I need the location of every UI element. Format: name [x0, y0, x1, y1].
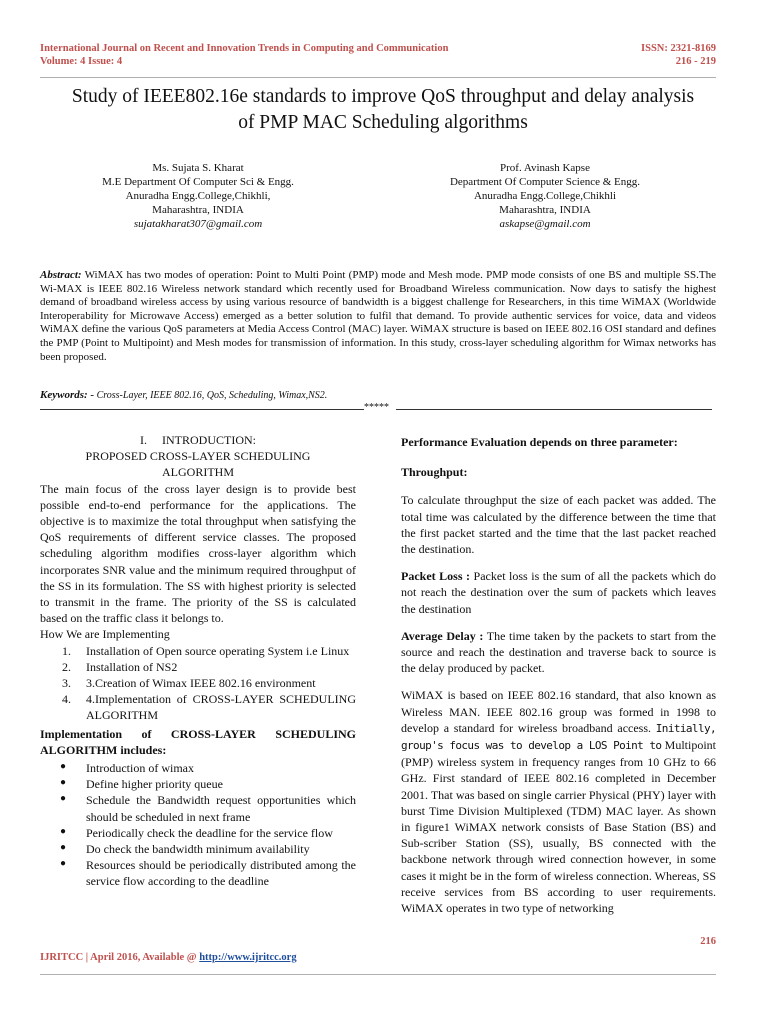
- bullet-icon: ●: [60, 858, 67, 870]
- paper-title: [40, 84, 726, 136]
- section-number: I.: [140, 433, 147, 447]
- section-title: INTRODUCTION:: [162, 433, 256, 447]
- right-column: [401, 434, 716, 916]
- packet-loss-label: Packet Loss :: [401, 569, 471, 584]
- list-item: [40, 675, 356, 691]
- author-2: [395, 161, 695, 231]
- separator-stars: *****: [364, 402, 389, 413]
- list-item: [40, 643, 356, 659]
- title-line-1: Study of IEEE802.16e standards to improve QoS throughput and delay analysis: [71, 86, 695, 107]
- bullet-icon: ●: [60, 761, 67, 773]
- list-item: [40, 841, 356, 857]
- how-implementing: How We are Implementing: [40, 627, 170, 642]
- bullet-icon: ●: [60, 793, 67, 805]
- issn: ISSN: 2321-8169: [641, 43, 716, 54]
- header-rule: [40, 77, 716, 78]
- throughput-paragraph: To calculate throughput the size of each packet was added. The total time was calculated by the difference between the time that the first packet started and the time that the last packet reached the destination.: [401, 493, 716, 557]
- author-college: Anuradha Engg.College,Chikhli: [473, 190, 617, 202]
- left-column: [40, 432, 356, 890]
- journal-name: International Journal on Recent and Innovation Trends in Computing and Communication: [40, 43, 449, 54]
- author-email[interactable]: sujatakharat307@gmail.com: [133, 218, 263, 230]
- implementation-heading: Implementation of CROSS-LAYER SCHEDULING ALGORITHM includes:: [40, 726, 356, 757]
- item-text: Introduction of wimax: [86, 761, 194, 776]
- page-number: 216: [700, 936, 716, 947]
- item-number: 3.: [62, 676, 71, 691]
- item-number: 4.: [62, 692, 71, 707]
- item-text: Do check the bandwidth minimum availability: [86, 842, 310, 857]
- throughput-heading: Throughput:: [401, 465, 468, 480]
- average-delay-paragraph: [401, 628, 716, 677]
- separator-line-right: [396, 409, 712, 410]
- item-text: Schedule the Bandwidth request opportunities which should be scheduled in next frame: [86, 793, 356, 824]
- wimax-text-b: Initially, group's focus was to develop a LOS Point to: [401, 721, 717, 753]
- abstract: [40, 269, 716, 364]
- title-line-2: of PMP MAC Scheduling algorithms: [238, 112, 528, 133]
- item-text: 4.Implementation of CROSS-LAYER SCHEDULING ALGORITHM: [86, 692, 356, 723]
- page-range: 216 - 219: [675, 56, 716, 67]
- wimax-paragraph: [401, 687, 716, 916]
- subsection-line-2: ALGORITHM: [162, 465, 234, 480]
- section-heading: [40, 432, 356, 448]
- item-text: Define higher priority queue: [86, 777, 223, 792]
- item-number: 1.: [62, 643, 71, 658]
- item-text: Resources should be periodically distributed among the service flow according to the deadline: [86, 858, 356, 889]
- average-delay-label: Average Delay :: [401, 628, 484, 643]
- packet-loss-paragraph: [401, 568, 716, 617]
- list-item: [40, 792, 356, 824]
- item-text: Periodically check the deadline for the service flow: [86, 825, 333, 840]
- author-name: Prof. Avinash Kapse: [500, 162, 590, 174]
- wimax-text-c: Multipoint (PMP) wireless system in frequency ranges from 10 GHz to 66 GHz. First standard of IEEE 802.16 completed in December 2001. That was based on single carrier Physical (PHY) layer with burst Time Division Multiplexed (TDM) MAC layer. As shown in figure1 WiMAX network consists of Base Station (BS) and Sub-scriber Station (SS), usually, BS connected with the backbone network through wired connection however, in some cases it might be in the form of wireless connection. Whereas, SS receive services from BS according to user requirements. WiMAX operates in two type of networking: [401, 738, 716, 916]
- author-state: Maharashtra, INDIA: [499, 204, 591, 216]
- bullet-icon: ●: [60, 777, 67, 789]
- footer-link[interactable]: http://www.ijritcc.org: [199, 952, 297, 963]
- bullet-icon: ●: [60, 825, 67, 837]
- item-text: Installation of NS2: [86, 659, 178, 674]
- item-number: 2.: [62, 659, 71, 674]
- intro-paragraph: The main focus of the cross layer design is to provide best possible end-to-end performance for the applications. The objective is to maximize the total throughput when satisfying the QoS requirements of different service classes. The proposed scheduling algorithm modifies cross-layer algorithm which incorporates SNR value and the minimum required throughput of the SS in its formulation. The SS with highest priority is selected to transmit in the frame. The priority of the SS is calculated based on the traffic class it belongs to.: [40, 481, 356, 626]
- list-item: [40, 857, 356, 889]
- list-item: [40, 825, 356, 841]
- abstract-label: Abstract:: [40, 269, 82, 281]
- list-item: [40, 659, 356, 675]
- list-item: [40, 691, 356, 723]
- keywords: [40, 389, 327, 401]
- footer-text: IJRITCC | April 2016, Available @: [40, 952, 200, 963]
- footer-rule: [40, 974, 716, 975]
- author-state: Maharashtra, INDIA: [152, 204, 244, 216]
- list-item: [40, 776, 356, 792]
- author-college: Anuradha Engg.College,Chikhli,: [125, 190, 271, 202]
- keywords-text: Cross-Layer, IEEE 802.16, QoS, Scheduling, Wimax,NS2.: [94, 390, 328, 401]
- author-dept: Department Of Computer Science & Engg.: [449, 176, 640, 188]
- list-item: [40, 760, 356, 776]
- bullet-list: [40, 760, 356, 890]
- packet-loss-text: Packet loss is the sum of all the packets which do not reach the destination over the sum of packets which leaves the destination: [401, 569, 716, 616]
- abstract-text: WiMAX has two modes of operation: Point to Multi Point (PMP) mode and Mesh mode. PMP mode consists of one BS and multiple SS.The Wi-MAX is IEEE 802.16 Wireless network standard which recently used for Broadband Wireless communication. Now days to satisfy the highest demand of broadband wireless access by using various resource of bandwidth is a biggest challenge for Researchers, in this time WiMAX (Worldwide Interoperability for Microwave Access) emerged as a better solution to fulfil that demand. To provide authentic services for voice, data and videos WiMAX define the various QoS parameters at Media Access Control (MAC) layer. WiMAX structure is based on IEEE 802.16 OSI standard and defines the PMP (Point to Multipoint) and Mesh modes for transmission of information. In this study, cross-layer scheduling algorithm for Wimax networks has been proposed.: [40, 269, 716, 363]
- author-1: [48, 161, 348, 231]
- subsection-line-1: PROPOSED CROSS-LAYER SCHEDULING: [85, 449, 311, 464]
- item-text: Installation of Open source operating System i.e Linux: [86, 643, 350, 658]
- separator-line-left: [40, 409, 364, 410]
- item-text: 3.Creation of Wimax IEEE 802.16 environment: [86, 676, 316, 691]
- wimax-text-a: WiMAX is based on IEEE 802.16 standard, that also known as Wireless MAN. IEEE 802.16 group was formed in 1998 to develop a standard for wireless broadband access.: [401, 688, 716, 735]
- performance-heading: Performance Evaluation depends on three parameter:: [401, 435, 678, 449]
- keywords-label: Keywords: -: [40, 389, 95, 401]
- footer: [40, 952, 297, 963]
- bullet-icon: ●: [60, 842, 67, 854]
- volume-issue: Volume: 4 Issue: 4: [40, 56, 123, 67]
- author-email[interactable]: askapse@gmail.com: [499, 218, 591, 230]
- author-name: Ms. Sujata S. Kharat: [152, 162, 244, 174]
- steps-list: [40, 643, 356, 724]
- average-delay-text: The time taken by the packets to start from the source and reach the destination and traverse back to source is the delay produced by packet.: [401, 628, 716, 676]
- author-dept: M.E Department Of Computer Sci & Engg.: [102, 176, 294, 188]
